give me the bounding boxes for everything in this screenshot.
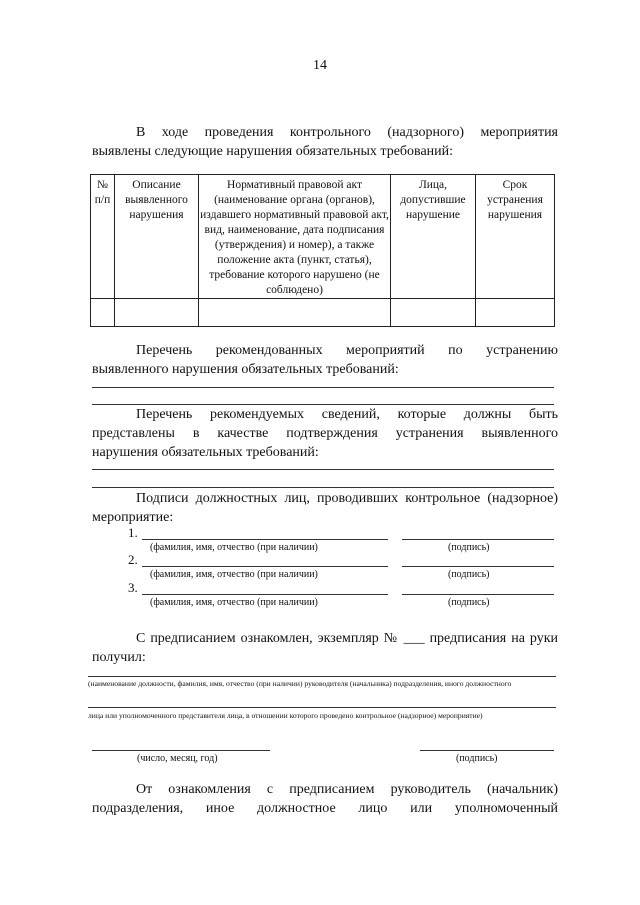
- signature-row-number: 1.: [128, 525, 138, 540]
- recommended-measures-line-2: выявленного нарушения обязательных требований:: [92, 362, 399, 377]
- page-number: 14: [313, 58, 327, 73]
- signature-line: [402, 594, 554, 595]
- signature-row-number: 2.: [128, 552, 138, 567]
- header-deadline: Срок устранения нарушения: [476, 175, 555, 299]
- date-line: [92, 750, 270, 751]
- acquainted-line-2: получил:: [92, 650, 146, 665]
- name-label: (фамилия, имя, отчество (при наличии): [150, 569, 318, 580]
- refusal-line-2: подразделения, иное должностное лицо или уполномоченный: [92, 801, 558, 816]
- intro-line-2: выявлены следующие нарушения обязательных требований:: [92, 144, 454, 159]
- table-cell: [115, 299, 199, 327]
- header-description: Описание выявленного нарушения: [115, 175, 199, 299]
- recommended-measures-line-1: Перечень рекомендованных мероприятий по устранению: [136, 343, 558, 358]
- name-line: [142, 539, 388, 540]
- signature-line: [402, 539, 554, 540]
- signature-line: [402, 566, 554, 567]
- table-cell: [199, 299, 391, 327]
- refusal-line-1: От ознакомления с предписанием руководитель (начальник): [136, 782, 558, 797]
- signature-label: (подпись): [448, 569, 490, 580]
- fill-line: [92, 487, 554, 488]
- fill-line: [92, 469, 554, 470]
- signatures-line-1: Подписи должностных лиц, проводивших контрольное (надзорное): [136, 491, 558, 506]
- header-number: № п/п: [91, 175, 115, 299]
- acquainted-caption-1: (наименование должности, фамилия, имя, отчество (при наличии) руководителя (начальника) подразделения, иного должностного: [88, 679, 512, 688]
- recommended-info-line-3: нарушения обязательных требований:: [92, 445, 319, 460]
- fill-line: [88, 676, 556, 677]
- date-label: (число, месяц, год): [137, 753, 218, 764]
- name-line: [142, 566, 388, 567]
- table-cell: [476, 299, 555, 327]
- signature-label: (подпись): [456, 753, 498, 764]
- header-persons: Лица, допустившие нарушение: [391, 175, 476, 299]
- signatures-line-2: мероприятие:: [92, 510, 174, 525]
- recommended-info-line-1: Перечень рекомендуемых сведений, которые должны быть: [136, 407, 558, 422]
- acquainted-caption-2: лица или уполномоченного представителя лица, в отношении которого проведено контрольное (надзорное) мероприятие): [88, 711, 483, 720]
- fill-line: [92, 387, 554, 388]
- signature-label: (подпись): [448, 542, 490, 553]
- intro-line-1: В ходе проведения контрольного (надзорного) мероприятия: [136, 125, 558, 140]
- violations-table: [90, 174, 555, 327]
- signature-label: (подпись): [448, 597, 490, 608]
- table-row: [91, 299, 555, 327]
- name-label: (фамилия, имя, отчество (при наличии): [150, 597, 318, 608]
- table-cell: [391, 299, 476, 327]
- table-cell: [91, 299, 115, 327]
- signature-line: [420, 750, 554, 751]
- table-header-row: [91, 175, 555, 299]
- name-line: [142, 594, 388, 595]
- header-legal-act: Нормативный правовой акт (наименование органа (органов), издавшего нормативный правовой акт, вид, наименование, дата подписания (утверждения) и номер), а также положение акта (пункт, статья), требование которого нарушено (не соблюдено): [199, 175, 391, 299]
- name-label: (фамилия, имя, отчество (при наличии): [150, 542, 318, 553]
- acquainted-line-1: С предписанием ознакомлен, экземпляр № ___ предписания на руки: [136, 631, 558, 646]
- signature-row-number: 3.: [128, 580, 138, 595]
- recommended-info-line-2: представлены в качестве подтверждения устранения выявленного: [92, 426, 558, 441]
- fill-line: [88, 707, 556, 708]
